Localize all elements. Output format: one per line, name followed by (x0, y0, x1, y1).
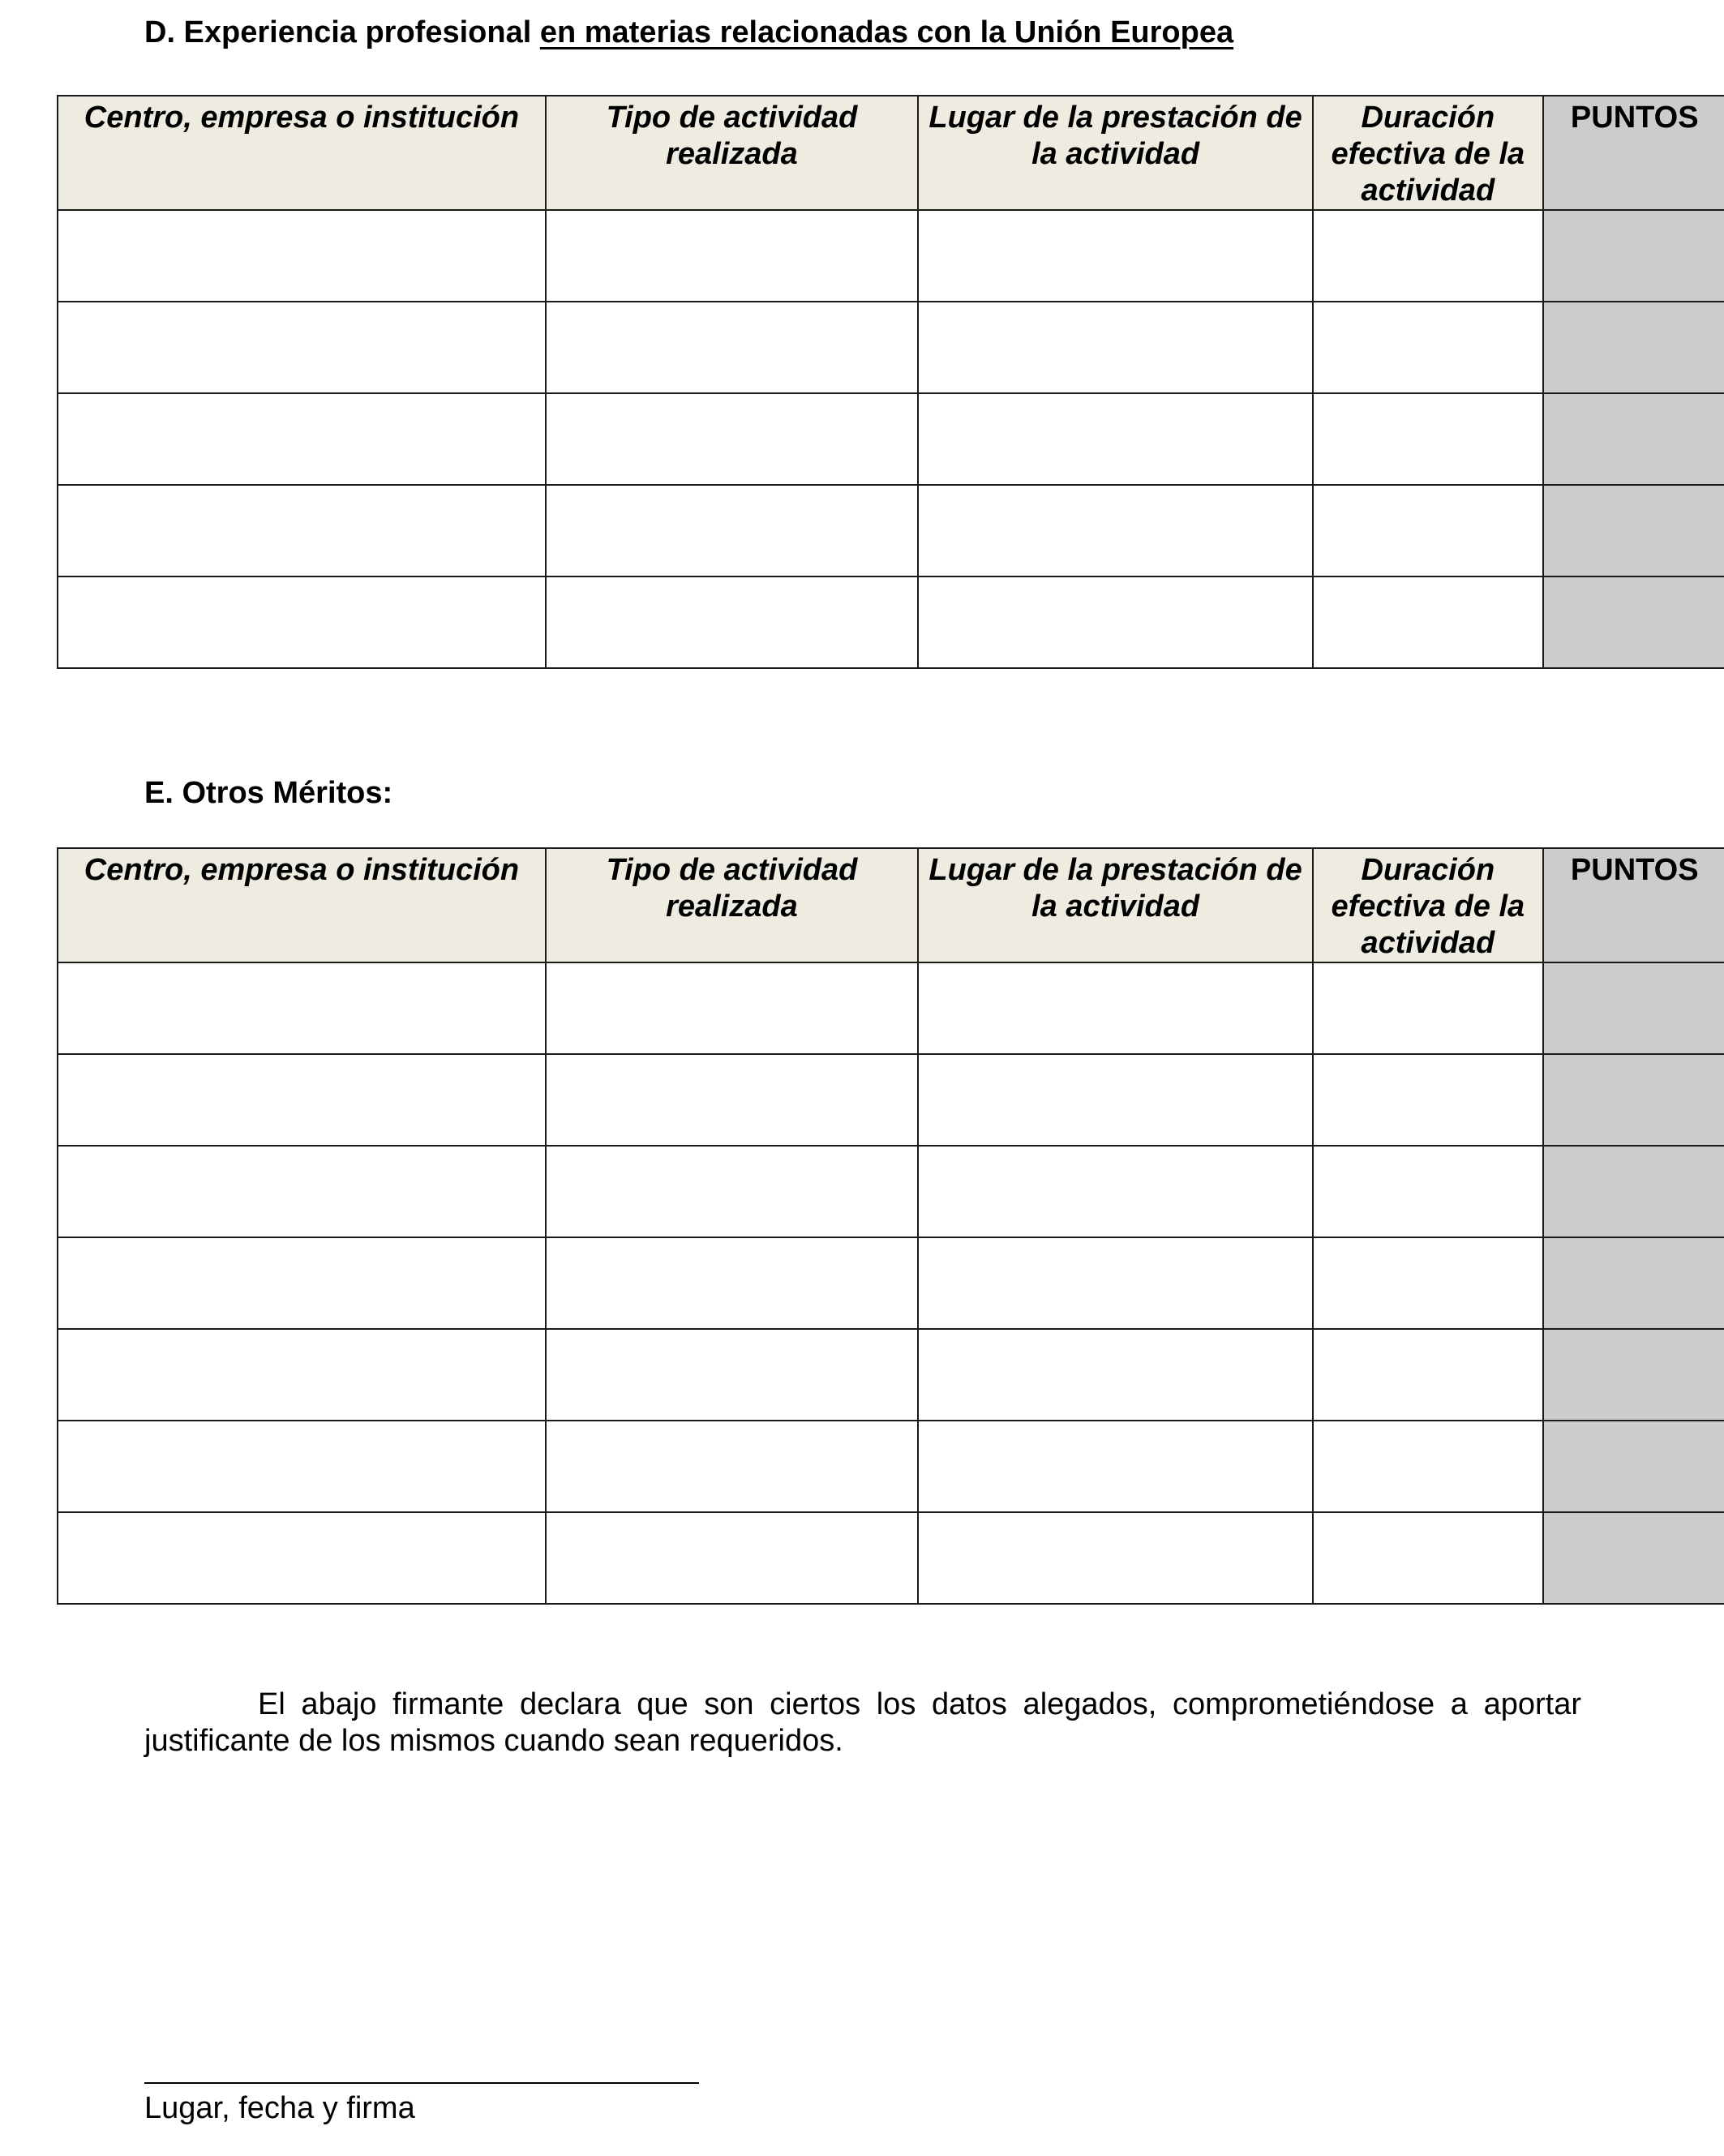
cell-duracion[interactable] (1313, 1146, 1542, 1237)
table-row (58, 962, 1724, 1054)
cell-duracion[interactable] (1313, 1512, 1542, 1604)
header-centro: Centro, empresa o institución (58, 96, 546, 210)
cell-centro[interactable] (58, 1329, 546, 1421)
cell-puntos[interactable] (1543, 1237, 1724, 1329)
cell-centro[interactable] (58, 1146, 546, 1237)
header-duracion: Duración efectiva de la actividad (1313, 848, 1542, 962)
cell-centro[interactable] (58, 210, 546, 302)
cell-centro[interactable] (58, 302, 546, 393)
cell-puntos[interactable] (1543, 485, 1724, 577)
cell-puntos[interactable] (1543, 1146, 1724, 1237)
cell-puntos[interactable] (1543, 1512, 1724, 1604)
table-body-section-e (58, 962, 1724, 1604)
table-row (58, 485, 1724, 577)
cell-lugar[interactable] (918, 962, 1313, 1054)
cell-duracion[interactable] (1313, 1421, 1542, 1512)
cell-duracion[interactable] (1313, 962, 1542, 1054)
cell-lugar[interactable] (918, 485, 1313, 577)
table-header-row (58, 96, 1724, 210)
cell-tipo[interactable] (546, 1146, 918, 1237)
table-row (58, 1146, 1724, 1237)
cell-centro[interactable] (58, 485, 546, 577)
header-tipo: Tipo de actividad realizada (546, 96, 918, 210)
table-header-row (58, 848, 1724, 962)
cell-duracion[interactable] (1313, 210, 1542, 302)
signature-line (144, 2082, 699, 2084)
table-body-section-d (58, 210, 1724, 668)
cell-puntos[interactable] (1543, 302, 1724, 393)
header-puntos: PUNTOS (1543, 848, 1724, 962)
cell-centro[interactable] (58, 962, 546, 1054)
header-lugar: Lugar de la prestación de la actividad (918, 96, 1313, 210)
table-section-e (57, 847, 1724, 1605)
cell-centro[interactable] (58, 1421, 546, 1512)
cell-lugar[interactable] (918, 1237, 1313, 1329)
cell-duracion[interactable] (1313, 1054, 1542, 1146)
cell-centro[interactable] (58, 1237, 546, 1329)
cell-tipo[interactable] (546, 485, 918, 577)
header-tipo: Tipo de actividad realizada (546, 848, 918, 962)
cell-puntos[interactable] (1543, 393, 1724, 485)
section-d-title-underlined: en materias relacionadas con la Unión Europea (539, 15, 1234, 49)
cell-tipo[interactable] (546, 962, 918, 1054)
cell-lugar[interactable] (918, 577, 1313, 668)
cell-tipo[interactable] (546, 1237, 918, 1329)
table-row (58, 302, 1724, 393)
cell-duracion[interactable] (1313, 393, 1542, 485)
table-row (58, 1512, 1724, 1604)
cell-lugar[interactable] (918, 1421, 1313, 1512)
cell-lugar[interactable] (918, 1329, 1313, 1421)
cell-centro[interactable] (58, 577, 546, 668)
cell-centro[interactable] (58, 1512, 546, 1604)
table-row (58, 1421, 1724, 1512)
cell-lugar[interactable] (918, 1512, 1313, 1604)
table-section-d (57, 95, 1724, 669)
header-centro: Centro, empresa o institución (58, 848, 546, 962)
table-row (58, 393, 1724, 485)
cell-lugar[interactable] (918, 210, 1313, 302)
cell-duracion[interactable] (1313, 577, 1542, 668)
cell-lugar[interactable] (918, 1054, 1313, 1146)
table-row (58, 577, 1724, 668)
cell-tipo[interactable] (546, 393, 918, 485)
section-d-title-plain: D. Experiencia profesional (144, 15, 540, 49)
section-e-title: E. Otros Méritos: (144, 776, 393, 810)
declaration-text: El abajo firmante declara que son ciertos los datos alegados, comprometiéndose a aportar justificante de los mismos cuando sean requeridos. (144, 1687, 1581, 1758)
cell-puntos[interactable] (1543, 210, 1724, 302)
table-row (58, 1237, 1724, 1329)
table-row (58, 210, 1724, 302)
cell-puntos[interactable] (1543, 1329, 1724, 1421)
cell-lugar[interactable] (918, 393, 1313, 485)
header-lugar: Lugar de la prestación de la actividad (918, 848, 1313, 962)
cell-lugar[interactable] (918, 1146, 1313, 1237)
cell-centro[interactable] (58, 1054, 546, 1146)
cell-duracion[interactable] (1313, 485, 1542, 577)
cell-puntos[interactable] (1543, 1421, 1724, 1512)
cell-puntos[interactable] (1543, 962, 1724, 1054)
table-row (58, 1054, 1724, 1146)
cell-tipo[interactable] (546, 302, 918, 393)
cell-tipo[interactable] (546, 210, 918, 302)
cell-tipo[interactable] (546, 577, 918, 668)
cell-duracion[interactable] (1313, 1329, 1542, 1421)
cell-tipo[interactable] (546, 1421, 918, 1512)
cell-tipo[interactable] (546, 1054, 918, 1146)
cell-duracion[interactable] (1313, 302, 1542, 393)
section-d-title (144, 15, 1233, 50)
cell-centro[interactable] (58, 393, 546, 485)
table-row (58, 1329, 1724, 1421)
signature-label: Lugar, fecha y firma (144, 2091, 415, 2125)
cell-puntos[interactable] (1543, 577, 1724, 668)
cell-tipo[interactable] (546, 1512, 918, 1604)
cell-tipo[interactable] (546, 1329, 918, 1421)
cell-lugar[interactable] (918, 302, 1313, 393)
header-duracion: Duración efectiva de la actividad (1313, 96, 1542, 210)
cell-puntos[interactable] (1543, 1054, 1724, 1146)
header-puntos: PUNTOS (1543, 96, 1724, 210)
cell-duracion[interactable] (1313, 1237, 1542, 1329)
